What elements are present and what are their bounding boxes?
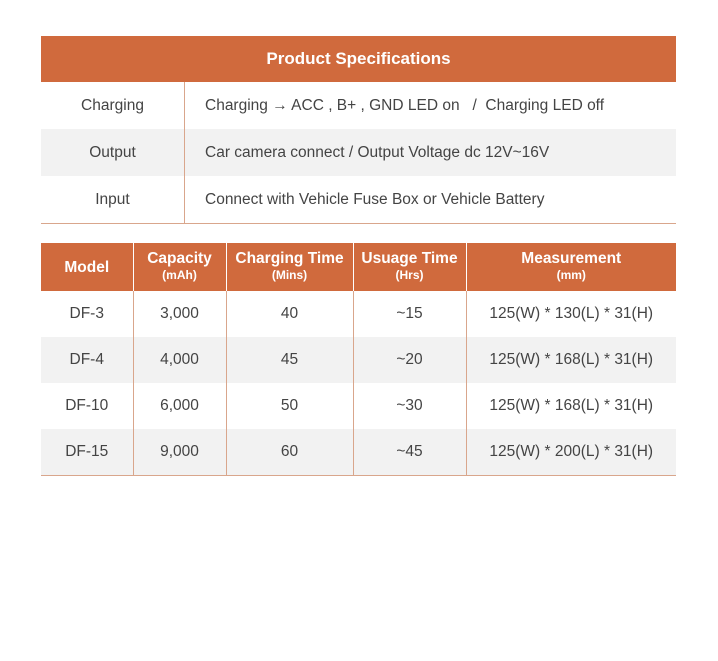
table-row <box>41 291 676 337</box>
cell-measurement: 125(W) * 130(L) * 31(H) <box>489 305 654 322</box>
header-unit: (mAh) <box>162 268 197 282</box>
cell-capacity: 3,000 <box>133 291 226 337</box>
header-capacity <box>133 243 226 291</box>
spec-label: Output <box>41 129 185 176</box>
cell-usage-time: ~20 <box>353 337 466 383</box>
spec-value: Car camera connect / Output Voltage dc 12V~16V <box>205 143 550 161</box>
header-label: Charging Time <box>235 250 344 267</box>
cell-usage-time: ~30 <box>353 383 466 429</box>
table-header-row <box>41 243 676 291</box>
cell-capacity: 6,000 <box>133 383 226 429</box>
cell-charging-time: 40 <box>226 291 353 337</box>
cell-measurement: 125(W) * 168(L) * 31(H) <box>466 337 676 383</box>
cell-capacity: 9,000 <box>133 429 226 476</box>
cell-capacity: 4,000 <box>133 337 226 383</box>
spec-row-input <box>41 176 676 224</box>
cell-model: DF-3 <box>41 291 133 337</box>
header-unit: (Hrs) <box>395 268 424 282</box>
model-comparison-table <box>41 243 676 476</box>
cell-charging-time: 45 <box>226 337 353 383</box>
header-measurement <box>466 243 676 291</box>
cell-measurement: 125(W) * 168(L) * 31(H) <box>489 397 654 414</box>
product-specifications-table <box>41 36 676 224</box>
spec-value: Charging → ACC , B+ , GND LED on / Charging LED off <box>205 96 605 114</box>
cell-measurement: 125(W) * 200(L) * 31(H) <box>466 429 676 476</box>
header-unit: (mm) <box>556 268 586 282</box>
table-row <box>41 383 676 429</box>
cell-model: DF-10 <box>41 383 133 429</box>
spec-value: Connect with Vehicle Fuse Box or Vehicle Battery <box>205 190 545 208</box>
cell-charging-time: 60 <box>226 429 353 476</box>
table-row <box>41 429 676 476</box>
cell-usage-time: ~45 <box>353 429 466 476</box>
spec-table-title: Product Specifications <box>41 36 676 82</box>
header-label: Usuage Time <box>361 250 458 267</box>
spec-row-output <box>41 129 676 176</box>
cell-model: DF-15 <box>41 429 133 476</box>
cell-usage-time: ~15 <box>353 291 466 337</box>
spec-label: Charging <box>41 82 185 129</box>
header-label: Measurement <box>521 250 622 267</box>
header-charging-time <box>226 243 353 291</box>
cell-charging-time: 50 <box>226 383 353 429</box>
spec-label: Input <box>41 176 185 223</box>
header-model <box>41 243 133 291</box>
header-unit: (Mins) <box>271 268 308 282</box>
header-usage-time <box>353 243 466 291</box>
spec-row-charging <box>41 82 676 129</box>
header-label: Capacity <box>147 250 212 267</box>
cell-model: DF-4 <box>41 337 133 383</box>
header-label: Model <box>64 258 110 276</box>
table-row <box>41 337 676 383</box>
